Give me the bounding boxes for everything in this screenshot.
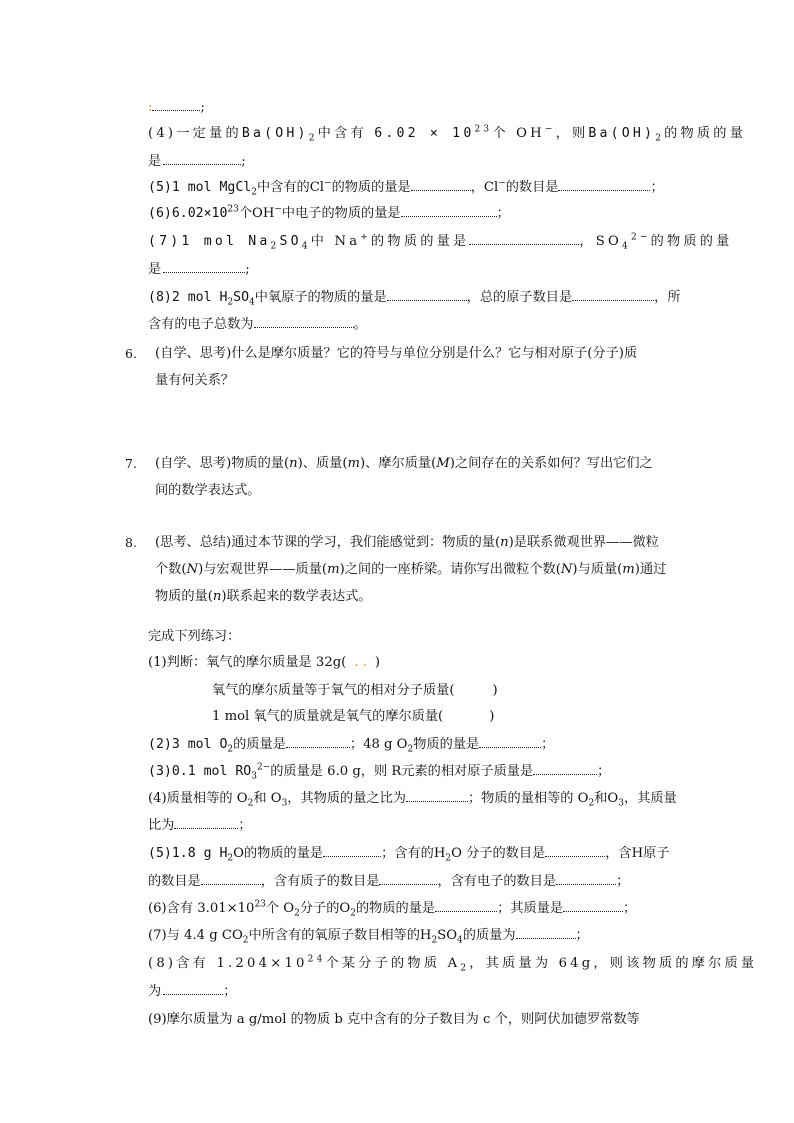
question-6-line-2: 量有何关系？ (155, 373, 235, 388)
exercise-9: (9)摩尔质量为 a g/mol 的物质 b 克中含有的分子数目为 c 个，则阿伏加德罗常数等 (148, 1012, 640, 1027)
question-6-line-1: (自学、思考)什么是摩尔质量？它的符号与单位分别是什么？它与相对原子(分子)质 (155, 346, 638, 361)
answer-blank[interactable] (286, 735, 350, 748)
answer-blank[interactable] (435, 899, 497, 912)
answer-blank[interactable] (152, 98, 200, 111)
top-fragment: : ; (148, 100, 205, 115)
answer-blank[interactable] (163, 152, 241, 165)
exercise-1-line-1: (1)判断：氧气的摩尔质量是 32g( . . ) (148, 655, 381, 670)
exercise-3: (3)0.1 mol $RO_3^{2-}$的质量是 6.0 g，则 R元素的相对原子质量是 ； (148, 762, 611, 782)
problem-4-line-2: 是 ; (148, 154, 246, 169)
question-8-number: 8. (125, 535, 137, 550)
question-8-line-3: 物质的量(n)联系起来的数学表达式。 (155, 589, 372, 604)
answer-blank[interactable] (163, 260, 245, 273)
question-6-number: 6. (125, 346, 137, 361)
answer-blank[interactable] (401, 204, 497, 217)
exercise-5-line-2: 的数目是 ，含有质子的数目是 ，含有电子的数目是 ； (148, 874, 630, 889)
question-8-line-1: (思考、总结)通过本节课的学习，我们能感觉到：物质的量(n)是联系微观世界——微粒 (155, 535, 659, 550)
answer-blank[interactable] (387, 288, 467, 301)
question-7-number: 7. (125, 456, 137, 471)
problem-5: (5)1 mol MgCl$_2$中含有的Cl−的物质的量是 ，Cl−的数目是 ； (148, 178, 664, 198)
problem-7-line-1: (7)1 mol $Na_2SO_4$中 Na+的物质的量是 ，$SO_4^{2-}$的物质的量 (148, 232, 733, 252)
answer-blank[interactable] (479, 735, 541, 748)
answer-blank[interactable] (254, 315, 354, 328)
exercise-8-line-2: 为 ； (148, 984, 237, 999)
exercise-5-line-1: (5)1.8 g $H_2O$的物质的量是 ；含有的$H_2O$ 分子的数目是 ，含H原子 (148, 846, 670, 864)
problem-8-line-2: 含有的电子总数为 。 (148, 317, 367, 332)
exercise-7: (7)与 4.4 g $CO_2$中所含有的氧原子数目相等的$H_2SO_4$的质量为 ； (148, 928, 589, 946)
answer-blank[interactable] (174, 816, 238, 829)
question-8-line-2: 个数(N)与宏观世界——质量(m)之间的一座桥梁。请你写出微粒个数(N)与质量(m)通过 (155, 562, 667, 577)
problem-7-line-2: 是 ; (148, 262, 250, 277)
answer-blank[interactable] (411, 178, 471, 191)
answer-blank[interactable] (406, 789, 468, 802)
answer-blank[interactable] (323, 844, 381, 857)
answer-blank[interactable] (533, 762, 597, 775)
exercise-1-line-3: 1 mol 氧气的质量就是氧气的摩尔质量( ) (212, 709, 495, 724)
problem-4-line-1: (4)一定量的$Ba(OH)_2$中含有 $6.02 \times 10^{23}$个 OH−，则$Ba(OH)_2$的物质的量 (148, 124, 747, 144)
problem-8-line-1: (8)2 mol $H_2SO_4$中氧原子的物质的量是 ，总的原子数目是 ，所 (148, 290, 681, 308)
answer-blank[interactable] (563, 899, 623, 912)
exercise-4-line-2: 比为 ； (148, 818, 252, 833)
question-7-line-1: (自学、思考)物质的量(n)、质量(m)、摩尔质量(M)之间存在的关系如何？写出它们之 (155, 456, 653, 471)
answer-blank[interactable] (556, 872, 616, 885)
answer-blank[interactable] (379, 872, 437, 885)
answer-blank[interactable] (545, 844, 605, 857)
answer-blank[interactable] (163, 982, 223, 995)
answer-blank[interactable] (558, 178, 650, 191)
exercise-8-line-1: (8)含有 $1.204\times 10^{24}$个某分子的物质 $A_2$，其质量为 64g，则该物质的摩尔质量 (148, 954, 758, 974)
exercise-title: 完成下列练习： (148, 629, 241, 644)
problem-6: $(6)6.02\times 10^{23}$个OH−中电子的物质的量是 ； (148, 204, 510, 221)
answer-blank[interactable] (469, 232, 579, 245)
answer-blank[interactable] (201, 872, 261, 885)
exercise-2: (2)3 mol $O_2$的质量是 ；48 g $O_2$物质的量是 ； (148, 737, 555, 755)
exercise-1-line-2: 氧气的摩尔质量等于氧气的相对分子质量( ) (212, 683, 498, 698)
exercise-4-line-1: (4)质量相等的 $O_2$和 $O_3$，其物质的量之比为 ；物质的量相等的 $O_2$和$O_3$，其质量 (148, 791, 677, 809)
answer-blank[interactable] (516, 926, 576, 939)
answer-blank[interactable] (572, 288, 654, 301)
question-7-line-2: 间的数学表达式。 (155, 483, 261, 498)
exercise-6: (6)含有 $3.01\times 10^{23}$个 $O_2$分子的$O_2$的物质的量是 ；其质量是 ； (148, 899, 637, 919)
